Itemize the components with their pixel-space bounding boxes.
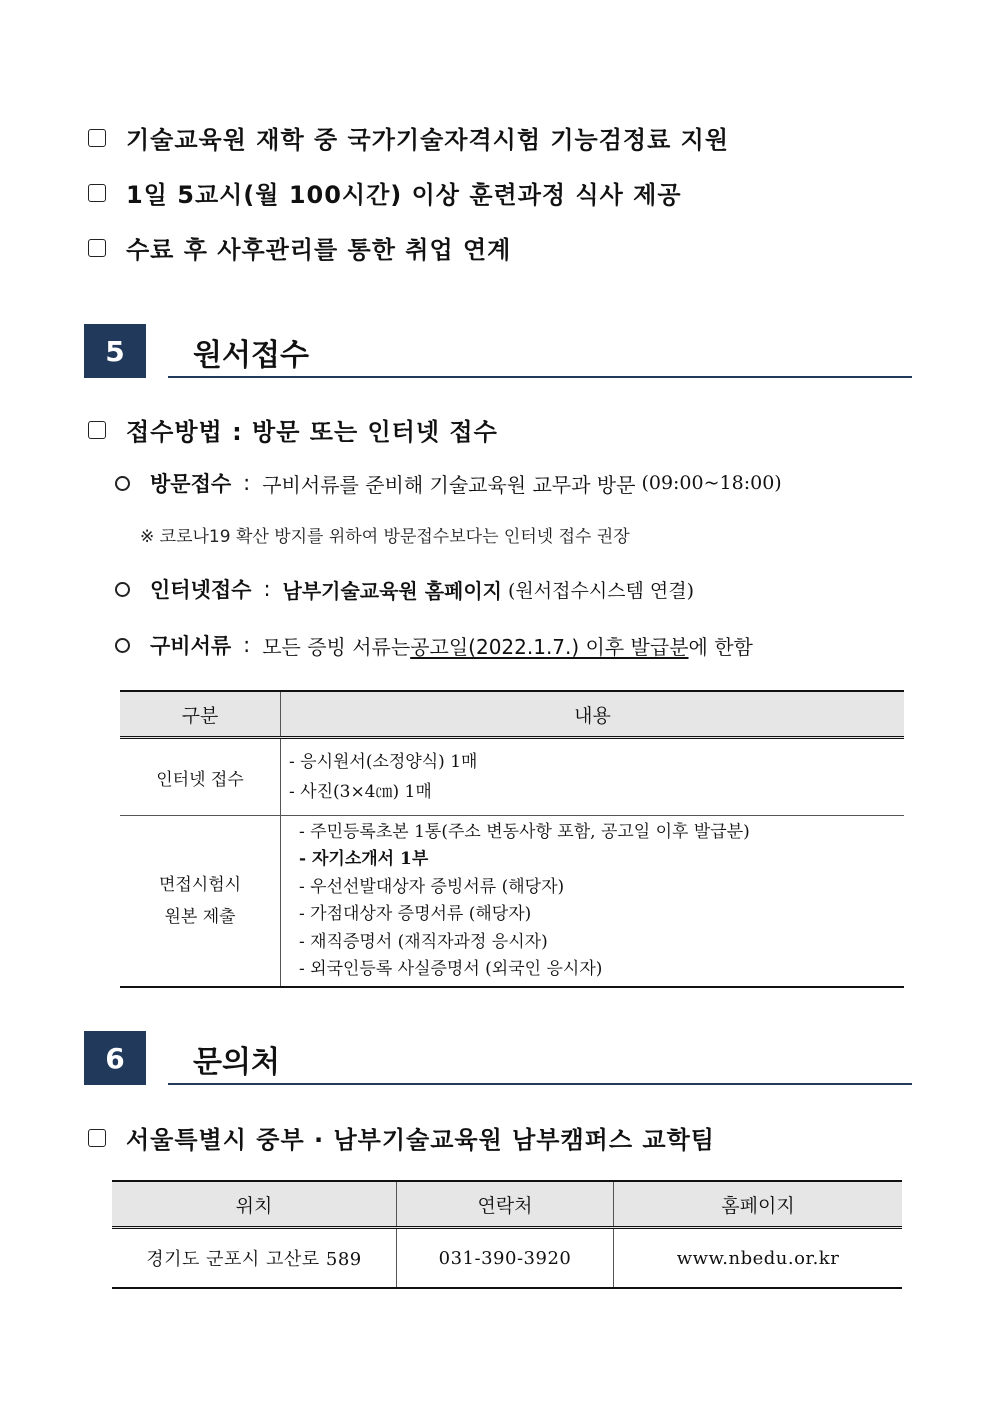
table-row: [120, 738, 904, 816]
table-cell-items: [281, 816, 905, 988]
circle-bullet-icon: [115, 638, 130, 653]
list-item: - 주민등록초본 1통(주소 변동사항 포함, 공고일 이후 발급분): [299, 821, 750, 842]
bullet-text: 서울특별시 중부 · 남부기술교육원 남부캠퍼스 교학팀: [126, 1126, 715, 1154]
sub-item-documents: [115, 630, 753, 660]
bullet-contact: [88, 1120, 715, 1155]
sub-item-visit: [115, 468, 782, 498]
sub-item-value: 남부기술교육원 홈페이지: [282, 578, 502, 603]
checkbox-square-icon: [88, 239, 106, 257]
contact-table: [112, 1180, 902, 1289]
table-header: 위치: [112, 1181, 397, 1228]
category-line: 원본 제출: [164, 907, 236, 927]
list-item: - 자기소개서 1부: [299, 849, 429, 869]
sub-item-value: 모든 증빙 서류는: [262, 634, 411, 659]
table-cell-items: [281, 738, 905, 816]
sub-item-underlined: 공고일(2022.1.7.) 이후 발급분: [410, 634, 689, 659]
bullet-text: 1일 5교시(월 100시간) 이상 훈련과정 식사 제공: [126, 181, 682, 209]
table-header: 내용: [281, 691, 905, 738]
checkbox-square-icon: [88, 184, 106, 202]
documents-table: [120, 690, 904, 988]
table-row: [120, 816, 904, 988]
bullet-text: 접수방법 : 방문 또는 인터넷 접수: [126, 418, 498, 446]
list-item: - 외국인등록 사실증명서 (외국인 응시자): [299, 959, 603, 979]
list-item: - 사진(3×4㎝) 1매: [289, 782, 432, 802]
table-row: [112, 1228, 902, 1289]
sub-item-internet: [115, 574, 694, 604]
list-item: - 우선선발대상자 증빙서류 (해당자): [299, 876, 565, 897]
bullet-exam-fee: [88, 120, 729, 155]
section-number: 5: [84, 324, 146, 378]
phone-cell: 031-390-3920: [397, 1228, 614, 1289]
checkbox-square-icon: [88, 1129, 106, 1147]
list-item: - 응시원서(소정양식) 1매: [289, 752, 478, 772]
bullet-method: [88, 412, 498, 447]
sub-item-sep: :: [243, 471, 251, 495]
sub-item-key: 인터넷접수: [150, 578, 252, 602]
circle-bullet-icon: [115, 582, 130, 597]
table-cell-category: [120, 816, 281, 988]
sub-item-sep: :: [263, 577, 271, 601]
sub-item-hours: (09:00~18:00): [641, 472, 782, 494]
category-line: 면접시험시: [158, 875, 242, 895]
checkbox-square-icon: [88, 129, 106, 147]
table-cell-category: 인터넷 접수: [120, 738, 281, 816]
sub-item-value-end: 에 한함: [688, 634, 753, 659]
section-underline: [168, 376, 912, 378]
section-number: 6: [84, 1031, 146, 1085]
checkbox-square-icon: [88, 421, 106, 439]
table-header: 연락처: [397, 1181, 614, 1228]
circle-bullet-icon: [115, 476, 130, 491]
sub-item-key: 구비서류: [150, 634, 232, 658]
list-item: - 재직증명서 (재직자과정 응시자): [299, 931, 548, 952]
section-title: 원서접수: [193, 338, 309, 373]
sub-item-sep: :: [243, 633, 251, 657]
bullet-text: 수료 후 사후관리를 통한 취업 연계: [126, 236, 512, 264]
bullet-text: 기술교육원 재학 중 국가기술자격시험 기능검정료 지원: [126, 126, 730, 154]
sub-item-key: 방문접수: [150, 472, 232, 496]
homepage-link[interactable]: www.nbedu.or.kr: [614, 1228, 903, 1289]
note-text: ※ 코로나19 확산 방지를 위하여 방문접수보다는 인터넷 접수 권장: [140, 527, 630, 547]
sub-item-value: 구비서류를 준비해 기술교육원 교무과 방문: [262, 472, 636, 497]
section-title: 문의처: [193, 1045, 280, 1080]
table-header: 구분: [120, 691, 281, 738]
table-header: 홈페이지: [614, 1181, 903, 1228]
bullet-employment: [88, 230, 511, 265]
section-underline: [168, 1083, 912, 1085]
sub-item-note: (원서접수시스템 연결): [508, 579, 695, 602]
address-cell: 경기도 군포시 고산로 589: [112, 1228, 397, 1289]
bullet-meal: [88, 175, 682, 210]
list-item: - 가점대상자 증명서류 (해당자): [299, 904, 532, 924]
